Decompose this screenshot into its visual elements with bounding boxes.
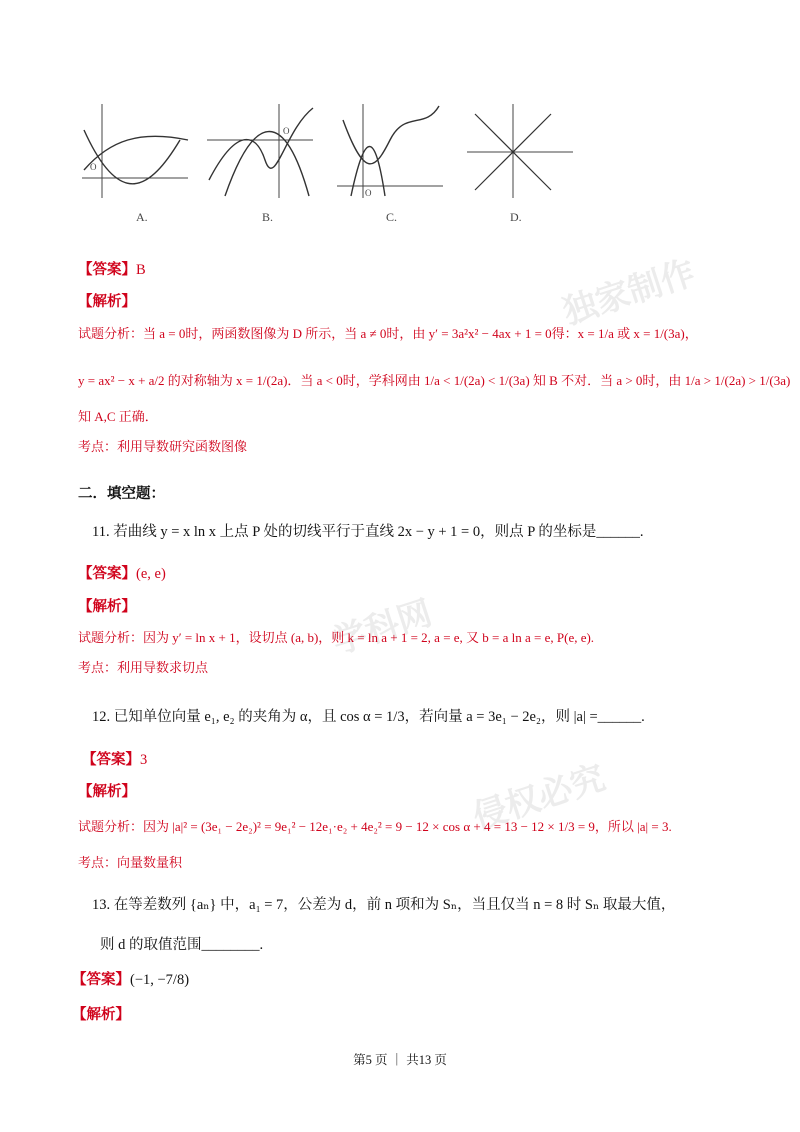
answer-tag: 【答案】 (78, 566, 136, 582)
q12-answer (82, 748, 147, 769)
q10-analysis-line1: 试题分析：当 a = 0时，两函数图像为 D 所示，当 a ≠ 0时，由 y′ = 3a²x² − 4ax + 1 = 0得：x = 1/a 或 x = 1/(3a)， (78, 326, 698, 341)
graph-b (205, 100, 317, 200)
q10-analysis-line3: 知 A,C 正确． (78, 409, 158, 424)
svg-text:O: O (365, 188, 372, 198)
option-graphs (80, 100, 550, 230)
graph-label-b: B. (262, 210, 274, 224)
svg-text:O: O (283, 126, 290, 136)
answer-value: (−1, −7/8) (130, 972, 190, 988)
q11-answer (78, 562, 166, 583)
q10-analysis-tag: 【解析】 (78, 294, 136, 310)
q12-kaodian: 考点：向量数量积 (78, 855, 183, 870)
answer-value: (e, e) (136, 566, 166, 582)
q13-analysis-tag: 【解析】 (72, 1007, 130, 1023)
q10-answer (78, 258, 146, 279)
graph-c (335, 100, 447, 200)
section-title: 二．填空题： (78, 486, 165, 502)
q12-question: 12. 已知单位向量 e₁, e₂ 的夹角为 α，且 cos α = 1/3，若向量 a = 3e₁ − 2e₂，则 |a| =______. (92, 709, 645, 725)
watermark: 学科网 (327, 593, 437, 663)
q10-analysis-line2: y = ax² − x + a/2 的对称轴为 x = 1/(2a)．当 a < 0时，学科网由 1/a < 1/(2a) < 1/(3a) 知 B 不对．当 a > 0时，由 1/a > 1/(2a) > 1/(3a) (78, 373, 791, 388)
q11-question: 11. 若曲线 y = x ln x 上点 P 处的切线平行于直线 2x − y + 1 = 0，则点 P 的坐标是______. (92, 524, 644, 540)
graph-d (465, 100, 577, 200)
answer-value: B (136, 262, 146, 278)
q11-kaodian: 考点：利用导数求切点 (78, 660, 209, 675)
q13-question-line2: 则 d 的取值范围________. (100, 937, 264, 953)
answer-value: 3 (140, 752, 148, 768)
q12-analysis: 试题分析：因为 |a|² = (3e₁ − 2e₂)² = 9e₁² − 12e₁·e₂ + 4e₂² = 9 − 12 × cos α + 4 = 13 − 12 × 1/3 = 9，所以 |a| = 3. (78, 819, 672, 834)
q12-analysis-tag: 【解析】 (78, 784, 136, 800)
answer-tag: 【答案】 (72, 972, 130, 988)
graph-label-a: A. (136, 210, 148, 224)
q10-kaodian: 考点：利用导数研究函数图像 (78, 439, 248, 454)
q11-analysis-tag: 【解析】 (78, 599, 136, 615)
graph-label-d: D. (510, 210, 522, 224)
page-footer: 第5 页 ｜ 共13 页 (353, 1053, 447, 1067)
q13-answer (72, 968, 189, 989)
watermark: 独家制作 (558, 252, 700, 333)
answer-tag: 【答案】 (78, 262, 136, 278)
watermark: 侵权必究 (468, 757, 610, 838)
graph-label-c: C. (386, 210, 398, 224)
q13-question-line1: 13. 在等差数列 {aₙ} 中，a₁ = 7，公差为 d，前 n 项和为 Sₙ，当且仅当 n = 8 时 Sₙ 取最大值， (92, 897, 676, 913)
q11-analysis: 试题分析：因为 y′ = ln x + 1，设切点 (a, b)，则 k = ln a + 1 = 2, a = e, 又 b = a ln a = e, P(e, e). (78, 630, 595, 645)
svg-text:O: O (90, 162, 97, 172)
answer-tag: 【答案】 (82, 752, 140, 768)
graph-a (80, 100, 192, 200)
